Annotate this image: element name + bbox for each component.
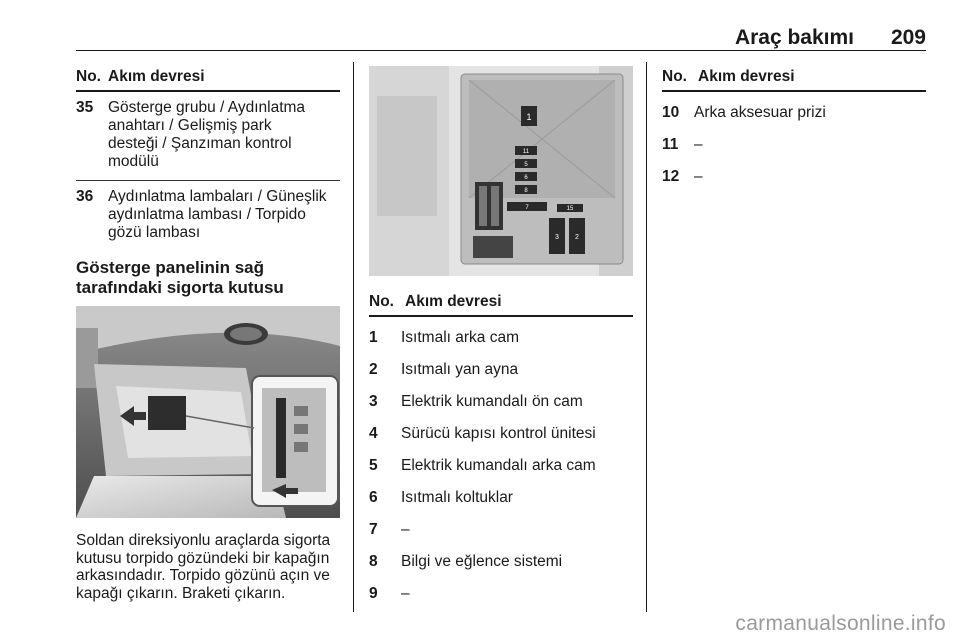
column-header-circuit: Akım devresi [694, 68, 926, 91]
section-body: Soldan direksiyonlu araçlarda sigorta kutusu torpido gözündeki bir kapağın arkasındadır. Torpido gözünü açın ve kapağı çıkarın. Braketi çıkarın. [76, 532, 331, 602]
fuse-circuit: – [401, 585, 410, 602]
table-row [76, 181, 340, 247]
table-row [662, 126, 926, 158]
fuse-table-left [76, 68, 340, 246]
table-row [369, 316, 633, 351]
fuse-number: 8 [369, 553, 378, 570]
table-row [369, 511, 633, 543]
fuse-circuit: Isıtmalı arka cam [401, 329, 519, 346]
fuse-label: 15 [566, 206, 574, 212]
fuse-number: 9 [369, 585, 378, 602]
fuse-number: 4 [369, 425, 378, 442]
fuse-box-illustration [369, 66, 633, 276]
fuse-label: 8 [524, 188, 528, 194]
fuse-box-photo [369, 66, 633, 276]
fuse-label: 11 [522, 149, 530, 155]
fuse-circuit: Sürücü kapısı kontrol ünitesi [401, 425, 596, 442]
page-number: 209 [890, 26, 926, 49]
fuse-circuit: Gösterge grubu / Aydınlatma anahtarı / Gelişmiş park desteği / Şanzıman kontrol modülü [106, 91, 340, 181]
fuse-circuit: Bilgi ve eğlence sistemi [401, 553, 563, 570]
fuse-circuit: Isıtmalı koltuklar [401, 489, 513, 506]
fuse-label: 2 [575, 234, 579, 241]
column-header-circuit: Akım devresi [106, 68, 340, 91]
fuse-number: 1 [369, 329, 378, 346]
watermark: carmanualsonline.info [735, 612, 946, 635]
fuse-circuit: Arka aksesuar prizi [694, 104, 826, 121]
fuse-circuit: – [694, 136, 703, 153]
fuse-circuit: Aydınlatma lambaları / Güneşlik aydınlatma lambası / Torpido gözü lambası [108, 188, 327, 241]
table-row [369, 447, 633, 479]
column-header-circuit: Akım devresi [401, 293, 633, 316]
fuse-number: 35 [76, 91, 106, 181]
fuse-circuit: – [401, 521, 410, 538]
column-divider-1 [353, 62, 354, 612]
fuse-label: 7 [525, 205, 529, 211]
fuse-circuit: Elektrik kumandalı arka cam [401, 457, 596, 474]
fuse-number: 12 [662, 168, 680, 185]
fuse-table-middle [369, 293, 633, 607]
fuse-number: 11 [662, 136, 679, 153]
fuse-label: 3 [555, 234, 559, 241]
fuse-number: 3 [369, 393, 378, 410]
fuse-number: 10 [662, 104, 680, 121]
fuse-number: 7 [369, 521, 378, 538]
fuse-circuit: – [694, 168, 703, 185]
column-divider-2 [646, 62, 647, 612]
column-header-no: No. [662, 68, 694, 91]
glovebox-photo [76, 306, 340, 518]
glovebox-illustration [76, 306, 340, 518]
fuse-label: 5 [524, 162, 528, 168]
fuse-label: 1 [526, 112, 532, 122]
fuse-table-right [662, 68, 926, 190]
table-row [662, 158, 926, 190]
fuse-number: 36 [76, 188, 94, 205]
column-header-no: No. [76, 68, 106, 91]
table-row [662, 91, 926, 126]
column-header-no: No. [369, 293, 401, 316]
fuse-label: 6 [524, 175, 528, 181]
chapter-title: Araç bakımı [734, 26, 854, 49]
table-row [76, 91, 340, 181]
fuse-number: 2 [369, 361, 378, 378]
fuse-circuit: Elektrik kumandalı ön cam [401, 393, 583, 410]
table-row [369, 351, 633, 383]
fuse-number: 6 [369, 489, 378, 506]
section-title: Gösterge panelinin sağ tarafındaki sigorta kutusu [76, 258, 284, 297]
fuse-circuit: Isıtmalı yan ayna [401, 361, 519, 378]
page-header [76, 24, 926, 51]
table-row [369, 415, 633, 447]
fuse-number: 5 [369, 457, 378, 474]
table-row [369, 479, 633, 511]
table-row [369, 575, 633, 607]
table-row [369, 543, 633, 575]
table-row [369, 383, 633, 415]
